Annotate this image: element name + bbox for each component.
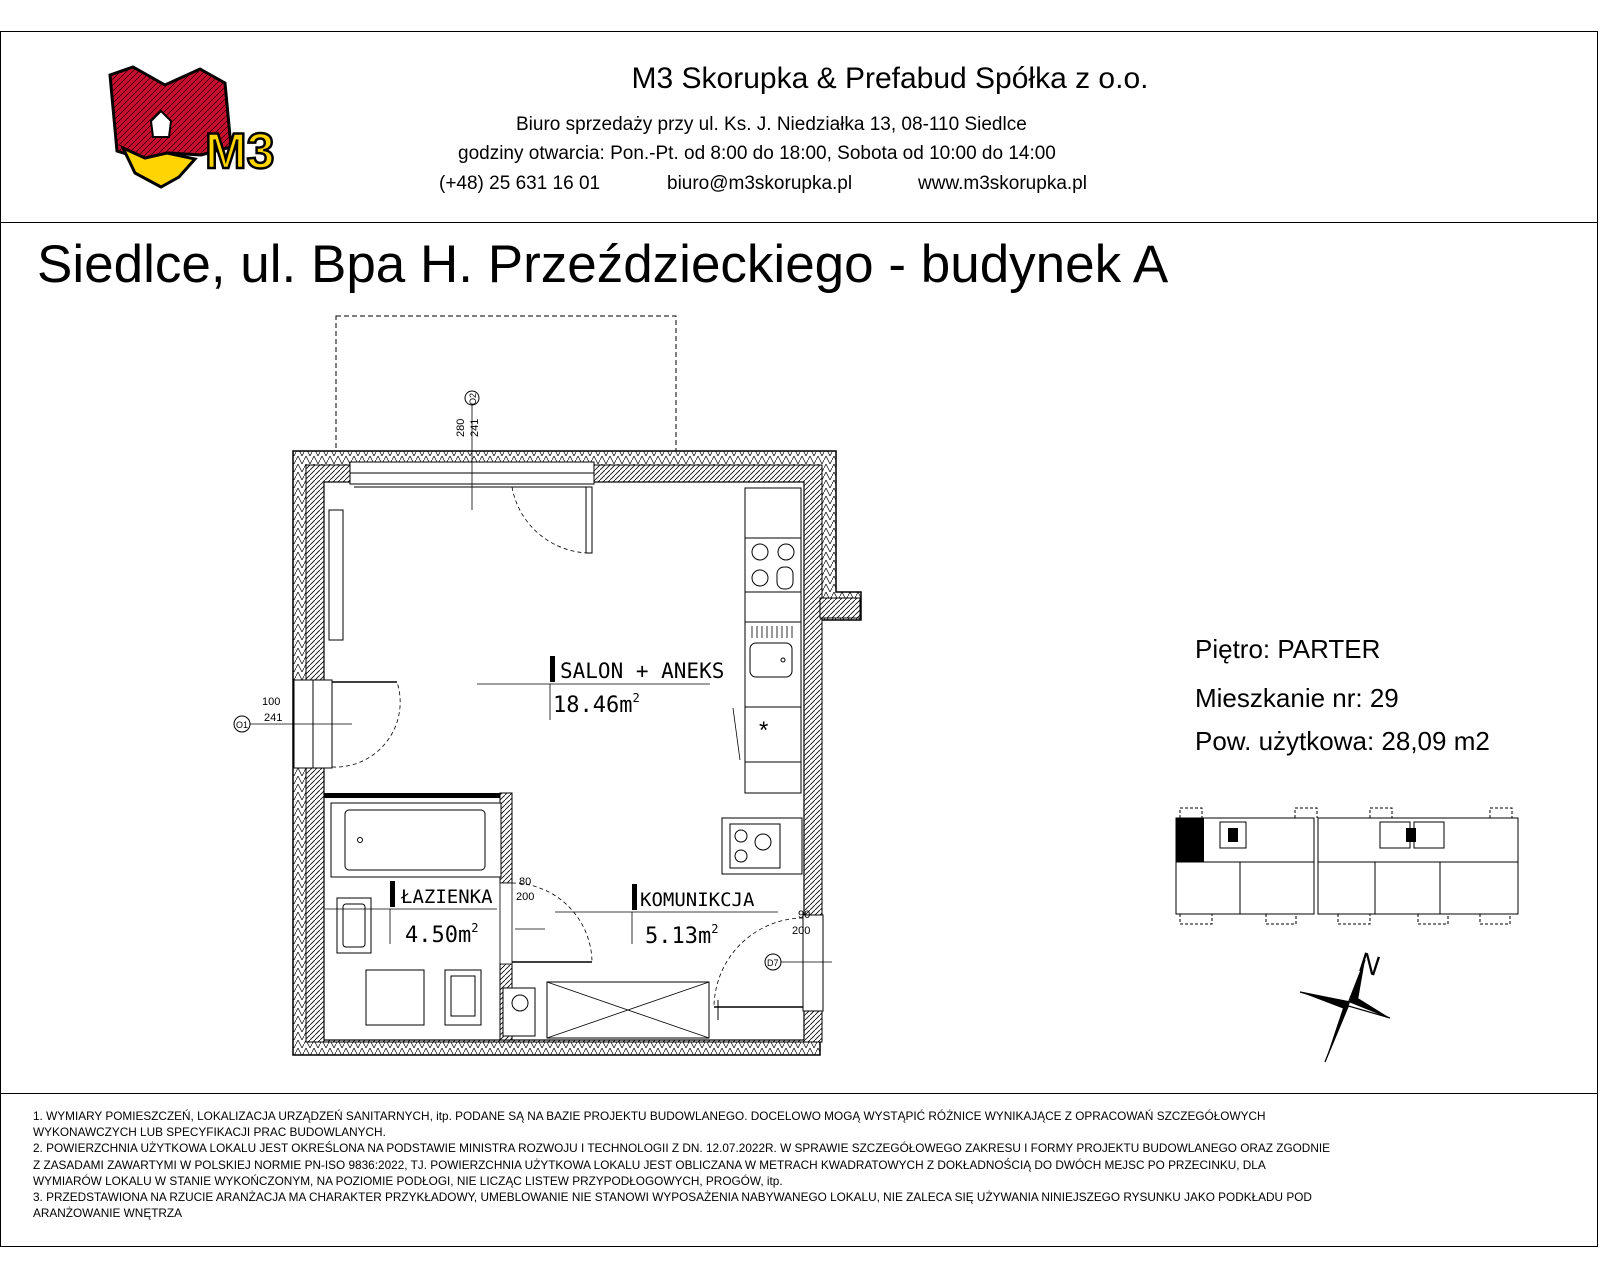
radiator — [329, 510, 343, 640]
room-name-bathroom: ŁAZIENKA — [401, 886, 493, 908]
entry-door-width: 90 — [798, 909, 811, 921]
bath-door-width: 80 — [519, 876, 532, 888]
bath-door-height: 200 — [516, 891, 535, 903]
window-top-tag: O2 — [468, 392, 478, 405]
kitchen-counter — [745, 488, 801, 793]
room-area-bathroom: $4.50m^2$ — [405, 921, 479, 948]
interior — [324, 482, 804, 1040]
room-name-hall: KOMUNIKCJA — [640, 889, 755, 911]
window-left-width: 241 — [264, 712, 283, 724]
balcony-outline — [336, 316, 676, 454]
window-left-height: 100 — [262, 696, 281, 708]
logo-text: M3 — [205, 123, 275, 179]
bathroom-wall — [324, 793, 510, 798]
washbasin — [337, 898, 371, 953]
email-address: biuro@m3skorupka.pl — [667, 173, 853, 194]
entry-door-tag: D7 — [767, 958, 779, 968]
fridge-symbol-icon: * — [759, 717, 769, 744]
phone-number: (+48) 25 631 16 01 — [439, 173, 601, 194]
room-name-salon: SALON + ANEKS — [560, 659, 725, 683]
usable-area: Pow. użytkowa: 28,09 m2 — [1195, 726, 1490, 756]
bathroom-door — [500, 883, 512, 964]
entry-door-height: 200 — [792, 925, 811, 937]
bathtub — [331, 803, 501, 877]
room-area-salon: $18.46m^2$ — [553, 691, 640, 718]
page-title: Siedlce, ul. Bpa H. Przeździeckiego - budynek A — [37, 235, 1169, 294]
note-line: ARANŻOWANIE WNĘTRZA — [33, 1206, 182, 1221]
note-line: WYMIARÓW LOKALU W STANIE WYKOŃCZONYM, NA POZIOMIE PODŁOGI, NIE LICZĄC LISTEW PRZYPODŁOGOWYCH, PROGÓW, itp. — [33, 1173, 783, 1188]
opening-hours: godziny otwarcia: Pon.-Pt. od 8:00 do 18:00, Sobota od 10:00 do 14:00 — [458, 143, 1056, 164]
apartment-highlight — [1176, 818, 1204, 862]
north-label: N — [1355, 946, 1384, 982]
floor-label: Piętro: PARTER — [1195, 634, 1381, 664]
room-area-hall: $5.13m^2$ — [645, 922, 719, 949]
north-arrow-compass — [1295, 940, 1415, 1065]
notes-section — [33, 1108, 1493, 1221]
window-top-width: 241 — [469, 418, 481, 437]
note-line: 1. WYMIARY POMIESZCZEŃ, LOKALIZACJA URZĄDZEŃ SANITARNYCH, itp. PODANE SĄ NA BAZIE PROJEKTU BUDOWLANEGO. DOCELOWO MOGĄ WYSTĄPIĆ RÓŻNICE WYNIKAJĄCE Z OPRACOWAŃ SZCZEGÓŁOWYCH — [33, 1109, 1266, 1123]
apartment-number: Mieszkanie nr: 29 — [1195, 683, 1399, 713]
boiler-cabinet — [722, 818, 802, 874]
washing-machine — [366, 970, 424, 1025]
balcony-door — [586, 487, 592, 553]
note-line: WYKONAWCZYCH LUB SPECYFIKACJI PRAC BUDOWLANYCH. — [33, 1125, 386, 1140]
note-line: Z ZASADAMI ZAWARTYMI W POLSKIEJ NORMIE PN-ISO 9836:2022, TJ. POWIERZCHNIA UŻYTKOWA LOKALU JEST OBLICZANA W METRACH KWADRATOWYCH Z DOKŁADNOŚCIĄ DO DWÓCH MEJSC PO PRZECINKU, DLA — [33, 1157, 1266, 1172]
building-key-plan — [1170, 800, 1540, 930]
window-top-height: 280 — [455, 418, 467, 437]
wall-ledge — [820, 598, 860, 618]
company-name: M3 Skorupka & Prefabud Spółka z o.o. — [631, 62, 1149, 95]
window-left-tag: O1 — [236, 720, 249, 730]
note-line: 3. PRZEDSTAWIONA NA RZUCIE ARANŻACJA MA CHARAKTER PRZYKŁADOWY, UMEBLOWANIE NIE STANOWI WYPOSAŻENIA NABYWANEGO LOKALU, NIE ZALECA SIĘ UŻYWANIA NINIEJSZEGO RYSUNKU JAKO PODKŁADU POD — [33, 1190, 1312, 1205]
bathroom-wall — [500, 793, 512, 883]
website-url: www.m3skorupka.pl — [918, 173, 1087, 194]
office-address: Biuro sprzedaży przy ul. Ks. J. Niedziałka 13, 08-110 Siedlce — [516, 114, 1027, 135]
toilet — [445, 970, 481, 1025]
note-line: 2. POWIERZCHNIA UŻYTKOWA LOKALU JEST OKREŚLONA NA PODSTAWIE MINISTRA ROZWOJU I TECHNOLOGII Z DN. 12.07.2022R. W SPRAWIE SZCZEGÓŁOWEGO ZAKRESU I FORMY PROJEKTU BUDOWLANEGO ORAZ ZGODNIE — [33, 1141, 1330, 1156]
